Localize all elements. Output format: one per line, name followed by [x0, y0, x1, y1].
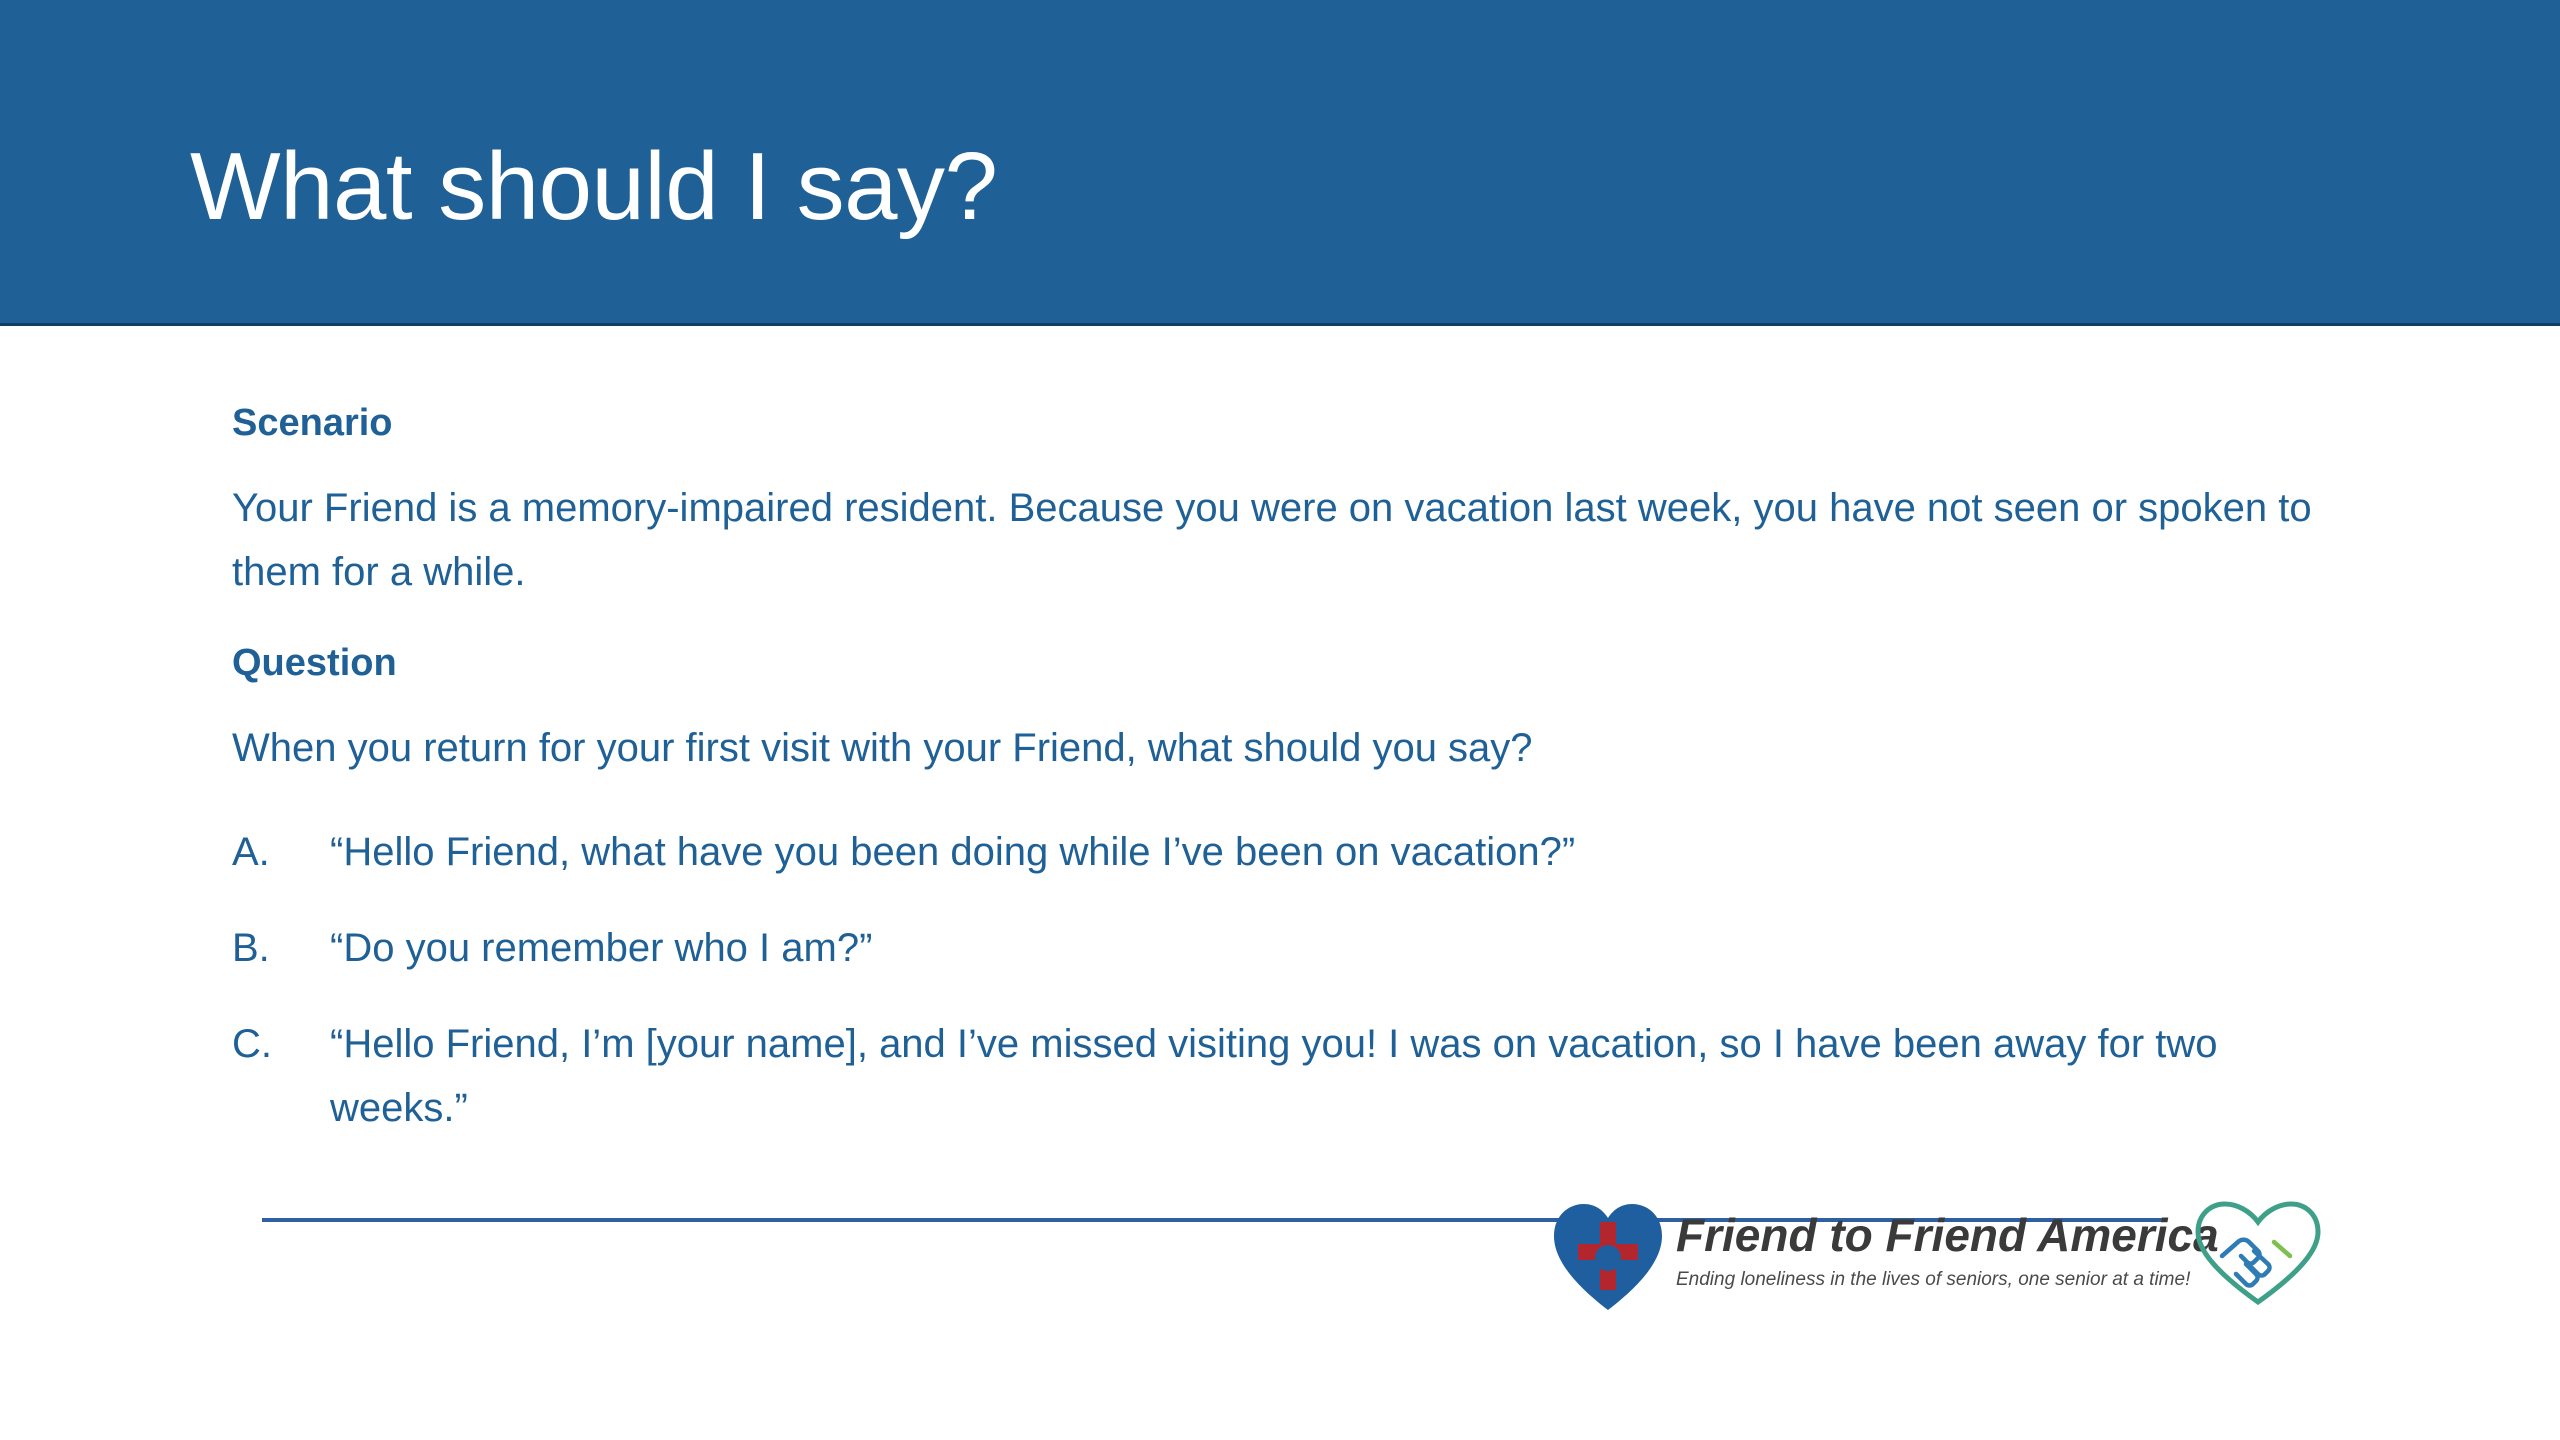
friend-to-friend-logo	[1548, 1190, 2328, 1320]
heart-cross-icon	[1548, 1196, 1668, 1316]
answer-choice-a[interactable]	[232, 820, 2352, 884]
logo-wordmark: Friend to Friend America	[1676, 1209, 2219, 1261]
question-text: When you return for your first visit with your Friend, what should you say?	[232, 726, 1533, 770]
answer-choice-c-text: “Hello Friend, I’m [your name], and I’ve missed visiting you! I was on vacation, so I have been away for two weeks.”	[330, 1022, 2218, 1130]
scenario-heading: Scenario	[232, 402, 393, 444]
answer-choice-c[interactable]	[232, 1012, 2352, 1140]
answer-choice-c-marker: C.	[232, 1022, 272, 1066]
answer-choice-b-text: “Do you remember who I am?”	[330, 926, 873, 970]
answer-choice-b[interactable]	[232, 916, 2352, 980]
scenario-text: Your Friend is a memory-impaired resident. Because you were on vacation last week, you have not seen or spoken to them for a while.	[232, 486, 2312, 594]
title-banner	[0, 0, 2560, 326]
answer-choice-b-marker: B.	[232, 926, 270, 970]
slide-body	[232, 400, 2352, 1172]
answer-choice-a-text: “Hello Friend, what have you been doing while I’ve been on vacation?”	[330, 830, 1576, 874]
heart-handshake-icon	[2188, 1198, 2328, 1310]
logo-tagline: Ending loneliness in the lives of seniors, one senior at a time!	[1676, 1269, 2191, 1290]
question-heading: Question	[232, 642, 397, 684]
page-title: What should I say?	[190, 133, 998, 240]
answer-choice-a-marker: A.	[232, 830, 270, 874]
